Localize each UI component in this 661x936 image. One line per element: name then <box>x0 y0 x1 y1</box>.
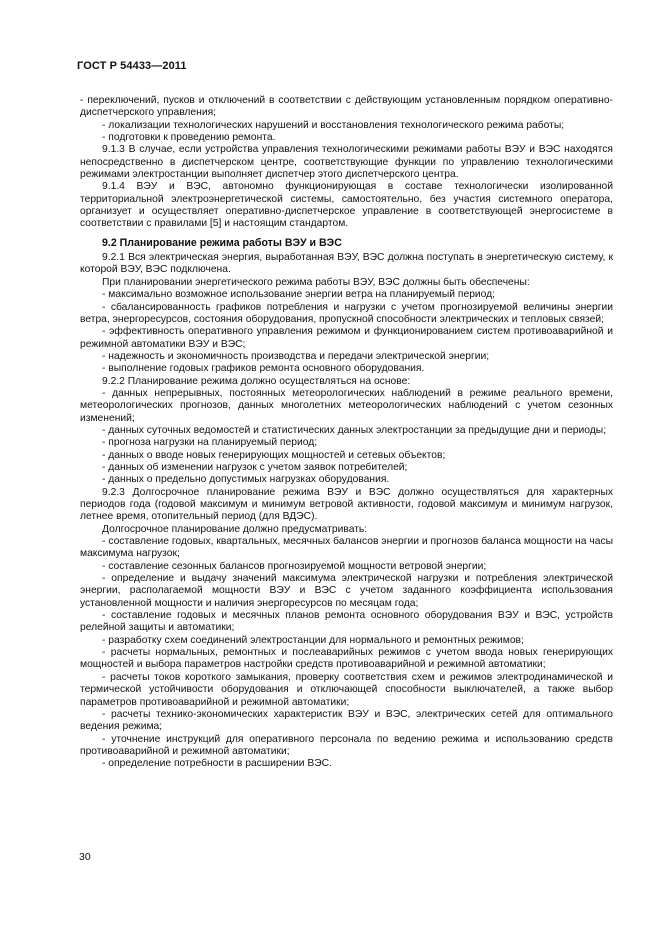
list-item: - определение и выдачу значений максимума электрической нагрузки и потребления электрической энергии, располагаемой мощности ВЭУ и ВЭС с учетом заданного коэффициента использования установленной мощности и наличия энергоресурсов по месяцам года; <box>80 573 613 609</box>
list-item: - данных непрерывных, постоянных метеорологических наблюдений в режиме реального времени, метеорологических прогнозов, данных многолетних метеорологических наблюдений с учетом сезонных изменений; <box>80 387 613 424</box>
list-item: - прогноза нагрузки на планируемый период; <box>102 437 318 449</box>
paragraph: - подготовки к проведению ремонта. <box>102 132 276 144</box>
list-item: - эффективность оперативного управления режимом и функционированием систем противоаварийной и режимной автоматики ВЭУ и ВЭС; <box>80 326 613 350</box>
paragraph: - локализации технологических нарушений и восстановления технологического режима работы; <box>102 119 565 131</box>
page-number: 30 <box>79 851 91 863</box>
section-heading: 9.2 Планирование режима работы ВЭУ и ВЭС <box>102 236 342 249</box>
list-item: - расчеты нормальных, ремонтных и послеаварийных режимов с учетом ввода новых генерирующих мощностей и выбора параметров настройки средств противоаварийной и режимной автоматики; <box>80 647 613 671</box>
list-item: - расчеты токов короткого замыкания, проверку соответствия схем и режимов электродинамической и термической устойчивости оборудования и отключающей способности выключателей, а также выбор параметров противоаварийной и режимной автоматики; <box>80 671 613 708</box>
list-item: - составление сезонных балансов прогнозируемой мощности ветровой энергии; <box>102 560 487 572</box>
paragraph: - переключений, пусков и отключений в соответствии с действующим установленным порядком оперативно-диспетчерского управления; <box>80 95 613 119</box>
list-item: - надежность и экономичность производства и передачи электрической энергии; <box>102 350 490 362</box>
list-item: - разработку схем соединений электростанции для нормального и ремонтных режимов; <box>102 634 524 646</box>
paragraph: При планировании энергетического режима работы ВЭУ, ВЭС должны быть обеспечены: <box>102 276 530 288</box>
list-item: - определение потребности в расширении ВЭС. <box>102 758 332 770</box>
list-item: - выполнение годовых графиков ремонта основного оборудования. <box>102 363 425 375</box>
list-item: - данных о вводе новых генерирующих мощностей и сетевых объектов; <box>102 449 446 461</box>
list-item: - данных об изменении нагрузок с учетом заявок потребителей; <box>102 461 408 473</box>
list-item: - максимально возможное использование энергии ветра на планируемый период; <box>102 289 496 301</box>
paragraph: Долгосрочное планирование должно предусматривать: <box>102 523 368 535</box>
paragraph: 9.2.3 Долгосрочное планирование режима ВЭУ и ВЭС должно осуществляться для характерных периодов года (годовой максимум и минимум ветровой активности, годовой максимум и минимум нагрузок, летнее время, отопительный период (для ВДЭС). <box>80 486 613 523</box>
paragraph: 9.1.3 В случае, если устройства управления технологическими режимами работы ВЭУ и ВЭС находятся непосредственно в диспетчерском центре, соответствующие функции по управлению технологическими режимами электростанции выполняет диспетчер этого диспетчерского центра. <box>80 144 613 181</box>
paragraph: 9.2.2 Планирование режима должно осуществляться на основе: <box>102 375 411 387</box>
paragraph: 9.2.1 Вся электрическая энергия, выработанная ВЭУ, ВЭС должна поступать в энергетическую систему, к которой ВЭУ, ВЭС подключена. <box>80 252 613 276</box>
paragraph: 9.1.4 ВЭУ и ВЭС, автономно функционирующая в составе технологически изолированной территориальной электроэнергетической системы, самостоятельно, без участия системного оператора, организует и осуществляет оперативно-диспетчерское управление в соответствующей энергосистеме в соответствии с правилами [5] и настоящим стандартом. <box>80 181 613 230</box>
document-header: ГОСТ Р 54433—2011 <box>77 60 187 72</box>
list-item: - сбалансированность графиков потребления и нагрузки с учетом прогнозируемой величины энергии ветра, энергоресурсов, состояния оборудования, пропускной способности электрических и тепловых связей; <box>80 301 613 325</box>
list-item: - данных о предельно допустимых нагрузках оборудования. <box>102 474 390 486</box>
list-item: - данных суточных ведомостей и статистических данных электростанции за предыдущие дни и периоды; <box>102 424 607 436</box>
list-item: - составление годовых, квартальных, месячных балансов энергии и прогнозов баланса мощности на часы максимума нагрузок; <box>80 536 613 560</box>
list-item: - расчеты технико-экономических характеристик ВЭУ и ВЭС, электрических сетей для оптимального ведения режима; <box>80 708 613 733</box>
document-body <box>80 95 613 771</box>
list-item: - уточнение инструкций для оперативного персонала по ведению режима и использованию средств противоаварийной и режимной автоматики; <box>80 733 613 757</box>
list-item: - составление годовых и месячных планов ремонта основного оборудования ВЭУ и ВЭС, устройств релейной защиты и автоматики; <box>80 610 613 634</box>
